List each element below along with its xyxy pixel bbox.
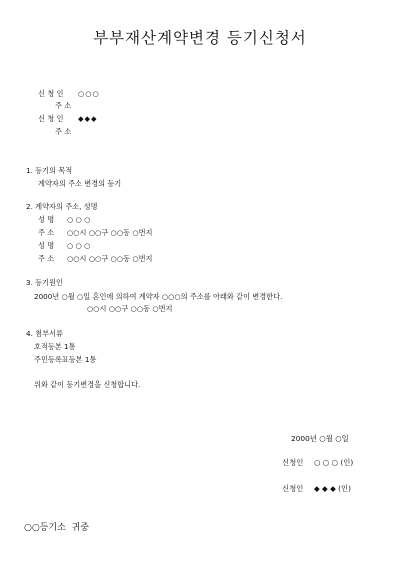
signature-2-label: 신청인	[282, 484, 304, 493]
signature-1-label: 신청인	[282, 458, 304, 467]
section-2-heading: 2. 계약자의 주소, 성명	[26, 202, 98, 211]
section-3-line-2: ○○시 ○○구 ○○동 ○번지	[87, 304, 173, 313]
applicant-2-label: 신 청 인	[38, 114, 64, 123]
person-1-name-value: ○ ○ ○	[67, 215, 91, 224]
person-1-name-label: 성 명	[38, 215, 55, 224]
person-2-address-label: 주 소	[38, 254, 55, 263]
section-3-heading: 3. 등기원인	[26, 278, 63, 287]
applicant-1-name: ○○○	[78, 89, 100, 98]
registry-office-addressee: ○○등기소 귀중	[24, 523, 89, 533]
person-1-address-value: ○○시 ○○구 ○○동 ○번지	[67, 228, 153, 237]
section-4-line-2: 주민등록표등본 1통	[34, 355, 97, 364]
document-title: 부부재산계약변경 등기신청서	[93, 29, 307, 47]
applicant-2-name: ◆◆◆	[78, 114, 98, 123]
section-1-heading: 1. 등기의 목적	[26, 166, 73, 175]
person-2-name-label: 성 명	[38, 241, 55, 250]
section-4-line-1: 호적등본 1통	[34, 342, 76, 351]
applicant-2-address-label: 주 소	[55, 127, 72, 136]
application-date: 2000년 ○월 ○일	[291, 434, 349, 443]
person-2-name-value: ○ ○ ○	[67, 241, 91, 250]
section-4-heading: 4. 첨부서류	[26, 329, 63, 338]
section-1-line-1: 계약자의 주소 변경의 등기	[38, 179, 122, 188]
section-3-line-1: 2000년 ○월 ○일 혼인에 의하여 계약자 ○○○의 주소를 아래와 같이 변경한다.	[34, 292, 283, 301]
person-1-address-label: 주 소	[38, 228, 55, 237]
applicant-1-address-label: 주 소	[55, 101, 72, 110]
closing-statement: 위와 같이 등기변경을 신청합니다.	[34, 380, 141, 389]
signature-1-name: ○ ○ ○ (인)	[314, 458, 354, 467]
person-2-address-value: ○○시 ○○구 ○○동 ○번지	[67, 254, 153, 263]
applicant-1-label: 신 청 인	[38, 89, 64, 98]
signature-2-name: ◆ ◆ ◆ (인)	[314, 484, 352, 493]
